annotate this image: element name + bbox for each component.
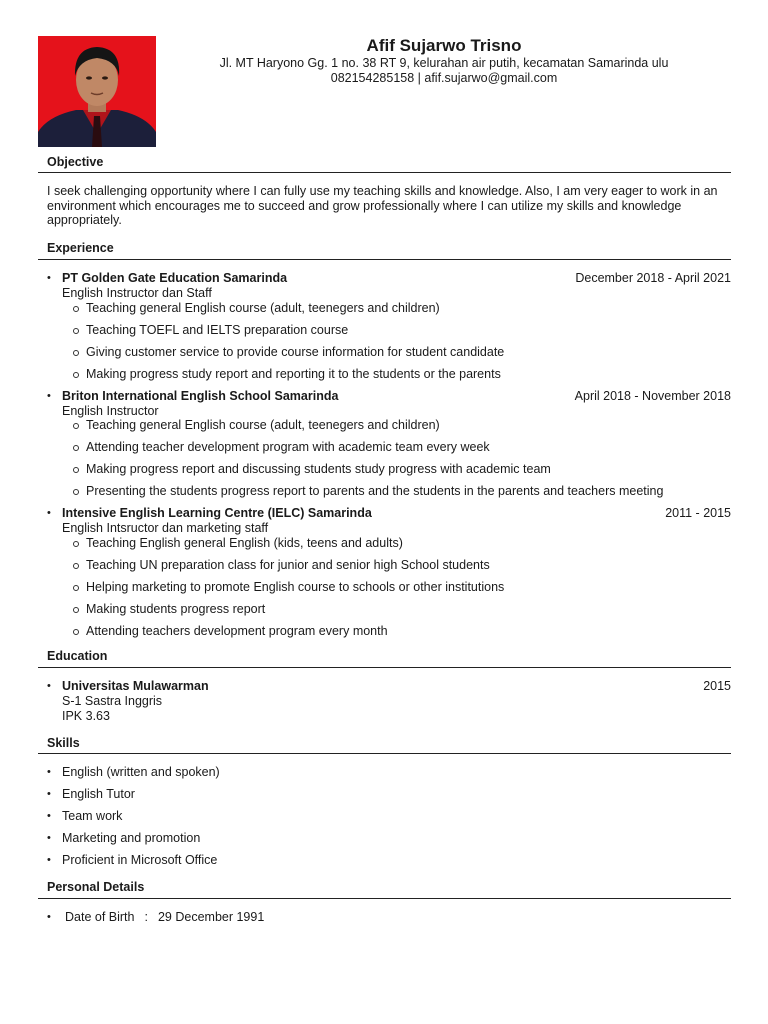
job-item	[47, 389, 731, 500]
job-date: December 2018 - April 2021	[575, 271, 731, 285]
duty-item: Teaching TOEFL and IELTS preparation course	[62, 323, 731, 338]
job-company: • Intensive English Learning Centre (IELC) Samarinda	[62, 506, 372, 520]
experience-list	[47, 271, 731, 646]
skill-item: • Marketing and promotion	[47, 831, 731, 846]
section-divider	[38, 667, 731, 668]
duty-item: Making progress study report and reporting it to the students or the parents	[62, 367, 731, 382]
job-item	[47, 506, 731, 639]
personal-details-heading: Personal Details	[47, 880, 145, 894]
school-name: • Universitas Mulawarman	[62, 679, 209, 693]
dob-label: • Date of Birth	[65, 910, 135, 924]
duty-item: Attending teachers development program every month	[62, 624, 731, 639]
skill-item: • Proficient in Microsoft Office	[47, 853, 731, 868]
job-date: 2011 - 2015	[665, 506, 731, 520]
job-company: • Briton International English School Samarinda	[62, 388, 339, 403]
dob-item	[47, 910, 731, 925]
duty-item: Teaching English general English (kids, teens and adults)	[62, 536, 731, 551]
job-item	[47, 271, 731, 382]
skill-item: • English Tutor	[47, 787, 731, 802]
experience-heading: Experience	[47, 241, 114, 255]
duty-item: Teaching UN preparation class for junior and senior high School students	[62, 558, 731, 573]
duty-item: Teaching general English course (adult, teenegers and children)	[62, 418, 731, 433]
section-divider	[38, 259, 731, 260]
duty-item: Helping marketing to promote English course to schools or other institutions	[62, 580, 731, 595]
degree: S-1 Sastra Inggris	[62, 694, 163, 708]
address: Jl. MT Haryono Gg. 1 no. 38 RT 9, kelurahan air putih, kecamatan Samarinda ulu	[219, 56, 669, 70]
profile-photo	[38, 36, 156, 147]
duty-item: Making students progress report	[62, 602, 731, 617]
duty-item: Giving customer service to provide course information for student candidate	[62, 345, 731, 360]
skills-heading: Skills	[47, 736, 80, 750]
skills-list	[47, 765, 731, 875]
gpa: IPK 3.63	[62, 708, 110, 723]
section-divider	[38, 898, 731, 899]
objective-heading: Objective	[47, 155, 104, 169]
duty-item: Attending teacher development program with academic team every week	[62, 440, 731, 455]
job-role: English Instructor	[62, 403, 159, 418]
section-divider	[38, 753, 731, 754]
skill-item: • Team work	[47, 809, 731, 824]
duty-item: Presenting the students progress report to parents and the students in the parents and teachers meeting	[62, 484, 731, 499]
dob-separator: :	[144, 910, 148, 924]
education-item	[47, 679, 731, 723]
job-duties	[62, 418, 731, 499]
job-company: • PT Golden Gate Education Samarinda	[62, 271, 288, 285]
job-date: April 2018 - November 2018	[574, 388, 731, 403]
job-duties	[62, 301, 731, 382]
duty-item: Teaching general English course (adult, teenegers and children)	[62, 301, 731, 316]
personal-details-list	[47, 910, 731, 932]
skill-item: • English (written and spoken)	[47, 765, 731, 780]
section-divider	[38, 172, 731, 173]
job-role: English Intsructor dan marketing staff	[62, 521, 269, 535]
education-list	[47, 679, 731, 723]
resume-header	[160, 36, 728, 86]
education-heading: Education	[47, 649, 108, 663]
person-portrait-icon	[38, 36, 156, 147]
duty-item: Making progress report and discussing students study progress with academic team	[62, 462, 731, 477]
dob-value: 29 December 1991	[157, 910, 265, 924]
candidate-name: Afif Sujarwo Trisno	[366, 36, 522, 55]
contact-info: 082154285158 | afif.sujarwo@gmail.com	[330, 71, 558, 85]
objective-text: I seek challenging opportunity where I can fully use my teaching skills and knowledge. Also, I am very eager to work in an environment which encourages me to succeed and grow professionally where I can utilize my skills and knowledge appropriately.	[47, 184, 718, 228]
graduation-year: 2015	[703, 679, 731, 693]
job-duties	[62, 536, 731, 639]
job-role: English Instructor dan Staff	[62, 286, 212, 300]
